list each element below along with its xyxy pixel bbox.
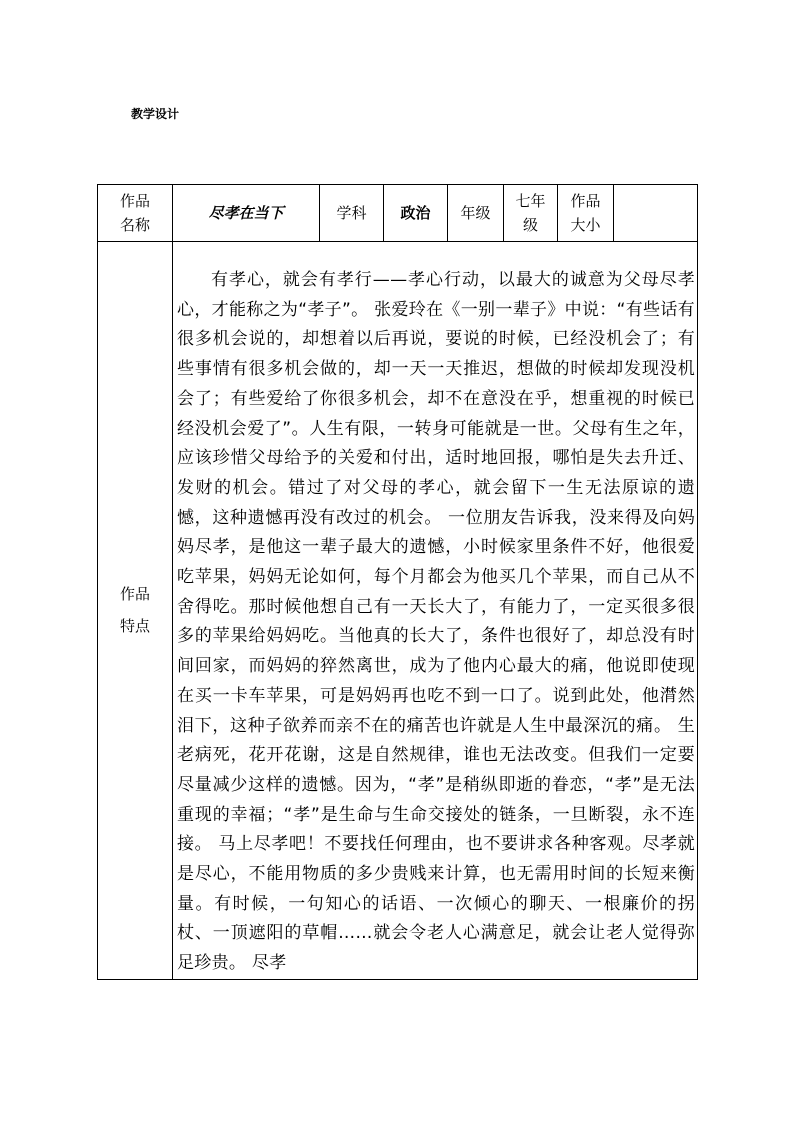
size-label: 作品大小 xyxy=(558,185,614,242)
document-heading: 教学设计 xyxy=(131,107,180,121)
work-info-table xyxy=(97,184,698,980)
grade-label: 年级 xyxy=(448,185,504,242)
subject-label: 学科 xyxy=(320,185,384,242)
features-text: 有孝心，就会有孝行——孝心行动，以最大的诚意为父母尽孝心，才能称之为“孝子”。 张爱玲在《一别一辈子》中说：“有些话有很多机会说的，却想着以后再说，要说的时候，已经没机会了；有些事情有很多机会做的，却一天一天推迟，想做的时候却发现没机会了；有些爱给了你很多机会，却不在意没在乎，想重视的时候已经没机会爱了”。人生有限，一转身可能就是一世。父母有生之年，应该珍惜父母给予的关爱和付出，适时地回报，哪怕是失去升迁、发财的机会。错过了对父母的孝心，就会留下一生无法原谅的遗憾，这种遗憾再没有改过的机会。 一位朋友告诉我，没来得及向妈妈尽孝，是他这一辈子最大的遗憾，小时候家里条件不好，他很爱吃苹果，妈妈无论如何，每个月都会为他买几个苹果，而自己从不舍得吃。那时候他想自己有一天长大了，有能力了，一定买很多很多的苹果给妈妈吃。当他真的长大了，条件也很好了，却总没有时间回家，而妈妈的猝然离世，成为了他内心最大的痛，他说即使现在买一卡车苹果，可是妈妈再也吃不到一口了。说到此处，他潸然泪下，这种子欲养而亲不在的痛苦也许就是人生中最深沉的痛。 生老病死，花开花谢，这是自然规律，谁也无法改变。但我们一定要尽量减少这样的遗憾。因为，“孝”是稍纵即逝的眷恋，“孝”是无法重现的幸福；“孝”是生命与生命交接处的链条，一旦断裂，永不连接。 马上尽孝吧！不要找任何理由，也不要讲求各种客观。尽孝就是尽心，不能用物质的多少贵贱来计算，也无需用时间的长短来衡量。有时候，一句知心的话语、一次倾心的聊天、一根廉价的拐杖、一顶遮阳的草帽……就会令老人心满意足，就会让老人觉得弥足珍贵。 尽孝 xyxy=(177,270,695,974)
features-content xyxy=(173,242,698,980)
work-name-value: 尽孝在当下 xyxy=(173,185,320,242)
grade-value: 七年级 xyxy=(504,185,558,242)
work-name-label: 作品名称 xyxy=(98,185,173,242)
subject-value: 政治 xyxy=(384,185,448,242)
table-row xyxy=(98,242,698,980)
features-label: 作品特点 xyxy=(98,242,173,980)
size-value xyxy=(614,185,698,242)
table-row xyxy=(98,185,698,242)
